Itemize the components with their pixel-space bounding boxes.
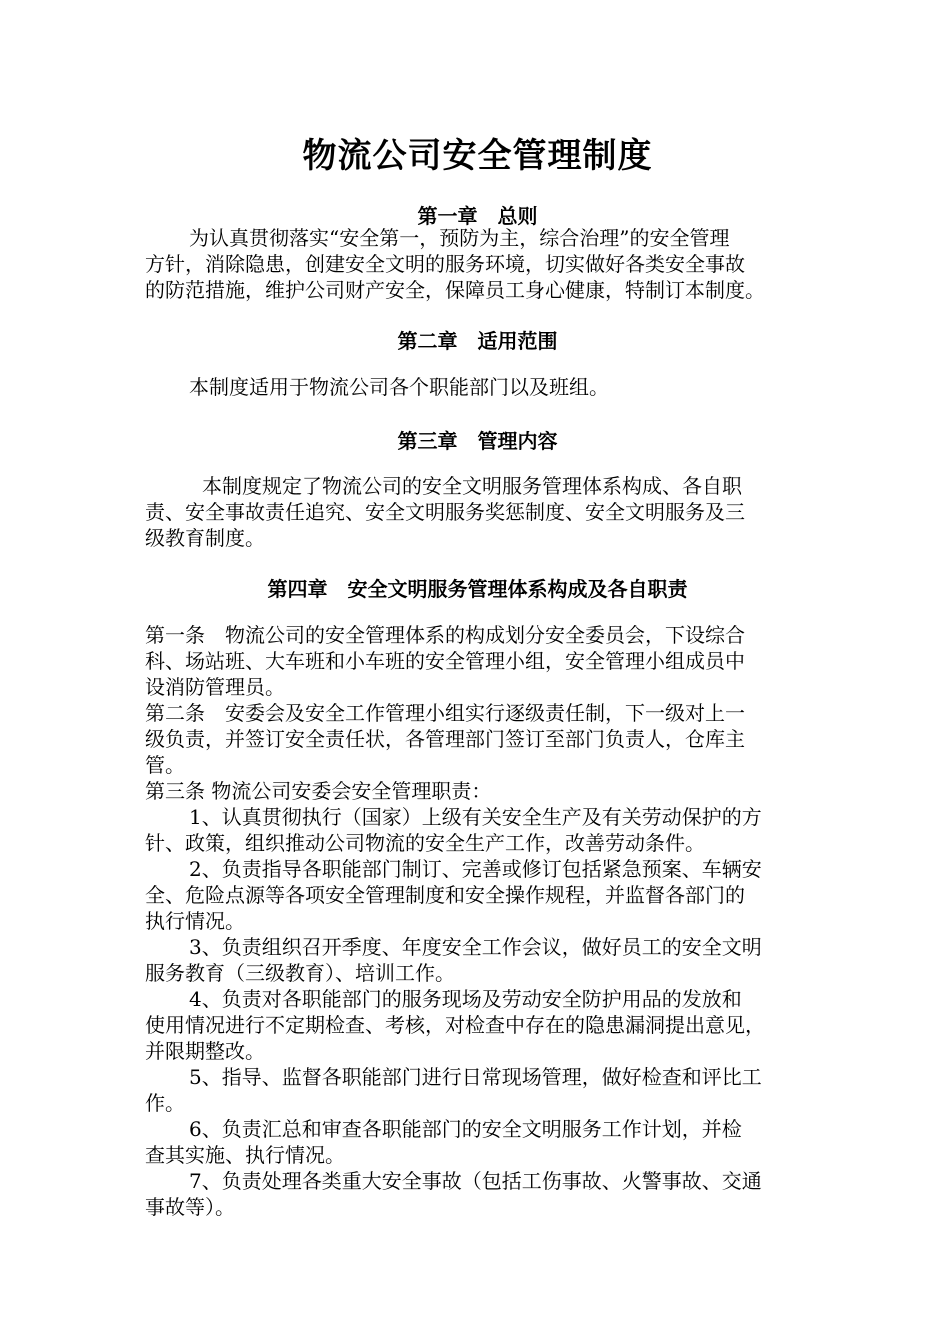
article-2-line: 级负责，并签订安全责任状，各管理部门签订至部门负责人，仓库主 — [145, 727, 745, 751]
chapter-3-line: 责、安全事故责任追究、安全文明服务奖惩制度、安全文明服务及三 — [145, 500, 745, 524]
chapter-1-line: 方针，消除隐患，创建安全文明的服务环境，切实做好各类安全事故 — [145, 252, 745, 276]
chapter-2-line: 本制度适用于物流公司各个职能部门以及班组。 — [189, 375, 609, 399]
duty-item-6-line: 6、负责汇总和审查各职能部门的安全文明服务工作计划，并检 — [189, 1117, 742, 1141]
chapter-3-heading: 第三章 管理内容 — [397, 429, 558, 453]
article-2-line: 管。 — [145, 753, 185, 777]
chapter-3-line: 级教育制度。 — [145, 526, 265, 550]
duty-item-4-line: 4、负责对各职能部门的服务现场及劳动安全防护用品的发放和 — [189, 987, 742, 1011]
duty-item-2-line: 2、负责指导各职能部门制订、完善或修订包括紧急预案、车辆安 — [189, 857, 762, 881]
chapter-3-paragraph — [145, 473, 810, 551]
duty-item-5-line: 作。 — [145, 1091, 185, 1115]
duty-item-3-line: 3、负责组织召开季度、年度安全工作会议，做好员工的安全文明 — [189, 935, 762, 959]
duty-item-1-line: 针、政策，组织推动公司物流的安全生产工作，改善劳动条件。 — [145, 831, 705, 855]
chapter-2-heading: 第二章 适用范围 — [397, 329, 558, 353]
article-1-line: 第一条 物流公司的安全管理体系的构成划分安全委员会，下设综合 — [145, 623, 745, 647]
duty-item-7-line: 7、负责处理各类重大安全事故（包括工伤事故、火警事故、交通 — [189, 1169, 762, 1193]
chapter-1-line: 的防范措施，维护公司财产安全，保障员工身心健康，特制订本制度。 — [145, 278, 765, 302]
duty-item-5-line: 5、指导、监督各职能部门进行日常现场管理，做好检查和评比工 — [189, 1065, 762, 1089]
duty-item-7-line: 事故等）。 — [145, 1195, 235, 1219]
article-3-title: 第三条 物流公司安委会安全管理职责： — [145, 779, 492, 803]
duty-item-1-line: 1、认真贯彻执行（国家）上级有关安全生产及有关劳动保护的方 — [189, 805, 762, 829]
article-1-line: 科、场站班、大车班和小车班的安全管理小组，安全管理小组成员中 — [145, 649, 745, 673]
duty-item-4-line: 并限期整改。 — [145, 1039, 265, 1063]
document-title: 物流公司安全管理制度 — [302, 136, 653, 176]
chapter-2-paragraph — [145, 374, 810, 400]
duty-item-6-line: 查其实施、执行情况。 — [145, 1143, 345, 1167]
chapter-4-heading: 第四章 安全文明服务管理体系构成及各自职责 — [267, 577, 688, 601]
article-2-line: 第二条 安委会及安全工作管理小组实行逐级责任制，下一级对上一 — [145, 701, 745, 725]
chapter-4-body — [145, 622, 810, 1220]
duty-item-2-line: 执行情况。 — [145, 909, 245, 933]
chapter-1-paragraph — [145, 225, 810, 303]
duty-item-2-line: 全、危险点源等各项安全管理制度和安全操作规程，并监督各部门的 — [145, 883, 745, 907]
duty-item-4-line: 使用情况进行不定期检查、考核，对检查中存在的隐患漏洞提出意见， — [145, 1013, 765, 1037]
article-1-line: 设消防管理员。 — [145, 675, 285, 699]
chapter-1-heading: 第一章 总则 — [417, 204, 538, 228]
chapter-1-line: 为认真贯彻落实“安全第一，预防为主，综合治理”的安全管理 — [189, 226, 730, 250]
duty-item-3-line: 服务教育（三级教育）、培训工作。 — [145, 961, 455, 985]
chapter-3-line: 本制度规定了物流公司的安全文明服务管理体系构成、各自职 — [202, 474, 742, 498]
